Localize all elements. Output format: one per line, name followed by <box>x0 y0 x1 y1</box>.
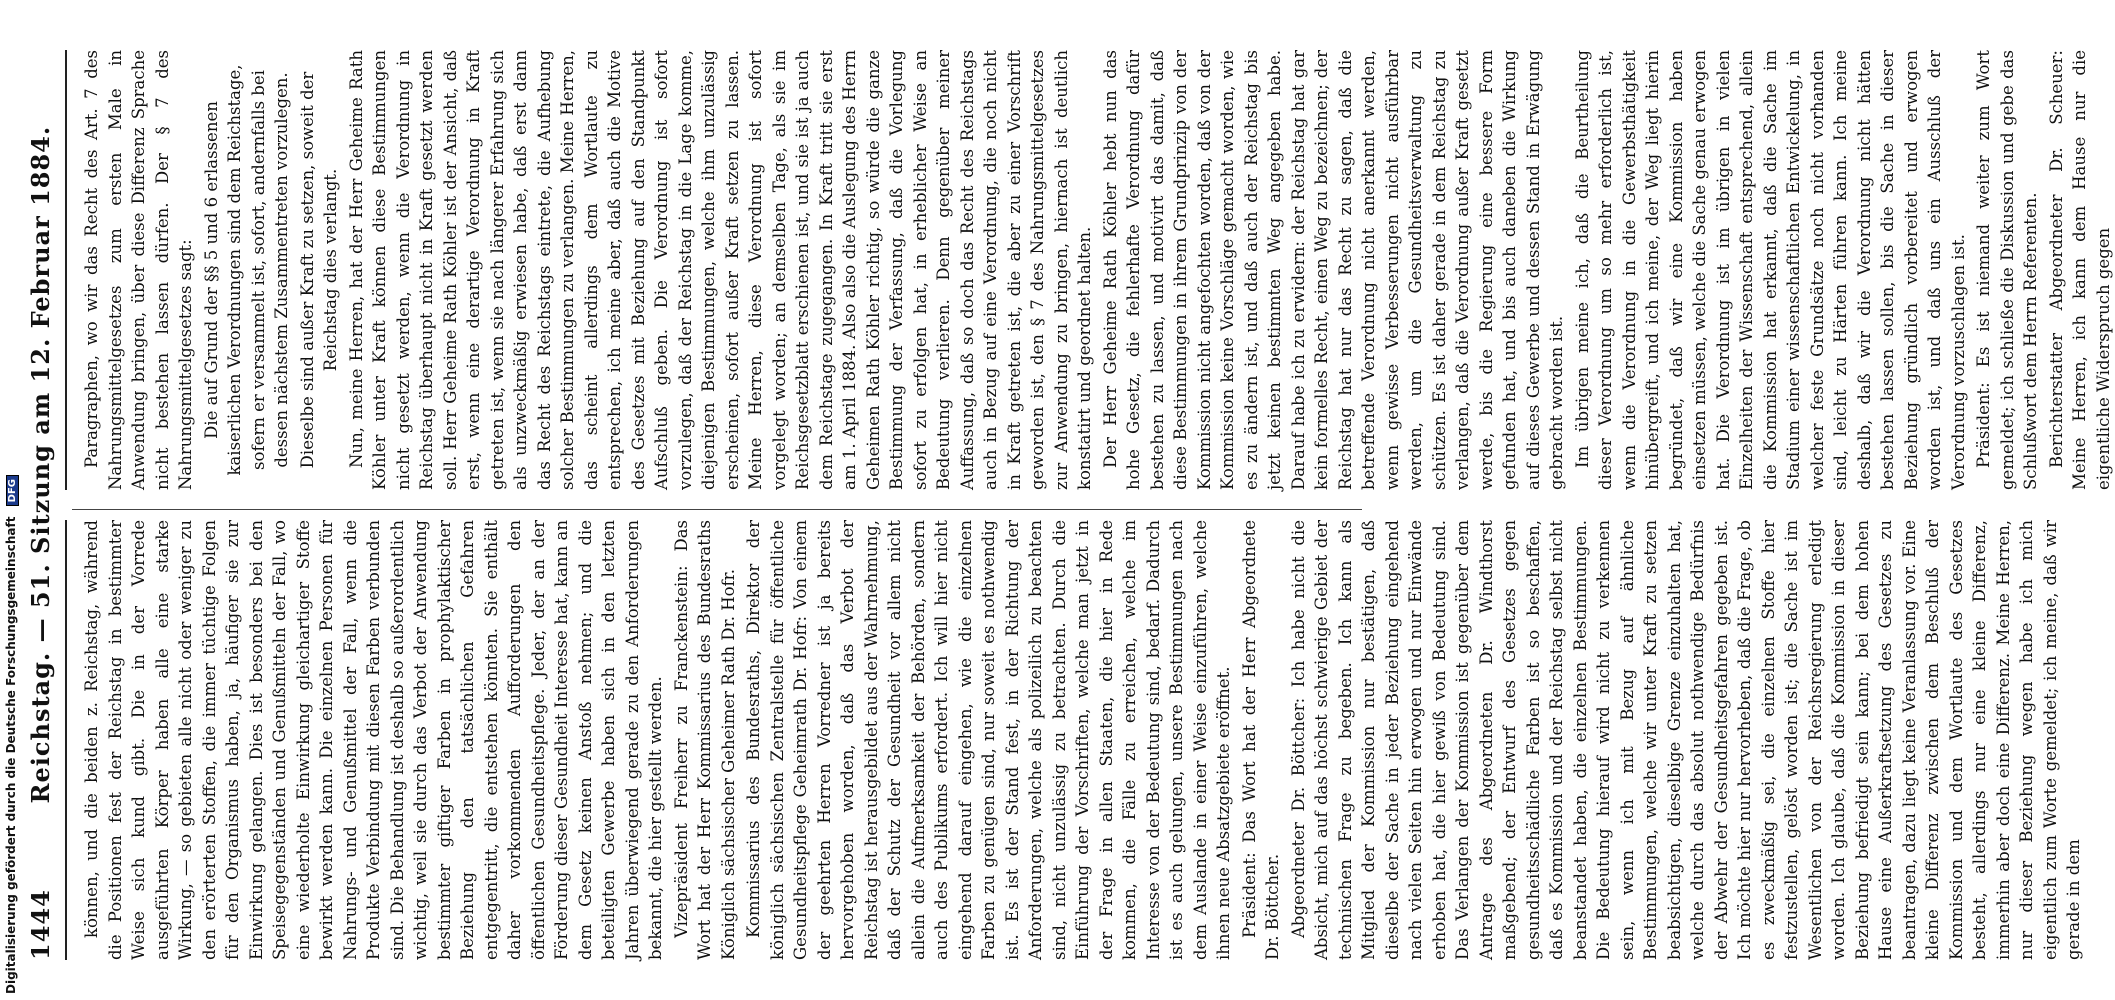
footer-credit-line <box>4 394 19 994</box>
page-header <box>20 40 60 960</box>
header-rule-left <box>65 520 67 960</box>
column-divider <box>72 509 1362 510</box>
paragraph: Der Herr Geheime Rath Köhler hebt nun das hohe Gesetz, die fehlerhafte Verordnung dafür bestehen zu lassen, und motivirt das damit, daß diese Bestimmungen in ihrem Grundprinzip von der Kommission nicht angefochten worden, daß von der Kommission keine Vorschläge gemacht worden, wie es zu ändern ist, und daß auch der Reichstag bis jetzt keinen bestimmten Weg angegeben habe. Darauf habe ich zu erwidern: der Reichstag hat gar kein formelles Recht, einen Weg zu bezeichnen; der Reichstag hat nur das Recht zu sagen, daß die betreffende Verordnung nicht anerkannt werden, wenn gewisse Verbesserungen nicht ausführbar werden, um die Gesundheitsverwaltung zu schützen. Es ist daher gerade in dem Reichstag zu verlangen, daß die Verordnung außer Kraft gesetzt werde, bis die Regierung eine bessere Form gefunden hat, und bis auch daneben die Wirkung auf dieses Gewerbe und dessen Stand in Erwägung gebracht worden ist. <box>1100 50 1566 490</box>
dfg-logo: DFG <box>6 475 19 506</box>
paragraph: Im übrigen meine ich, daß die Beurtheilung dieser Verordnung um so mehr erforderlich ist, wenn die Verordnung in die Gewerbsthätigkeit hinübergreift, und ich meine, der Weg liegt hierin begründet, daß wir eine Kommission haben einsetzen müssen, welche die Sache genau erwogen hat. Die Verordnung ist im übrigen in vielen Einzelheiten der Wissenschaft entsprechend, allein die Kommission hat erkannt, daß die Sache im Stadium einer wissenschaftlichen Entwickelung, in welcher feste Grundsätze noch nicht vorhanden sind, leicht zu Härten führen kann. Ich meine deshalb, daß wir die Verordnung nicht hätten bestehen lassen sollen, bis die Sache in dieser Beziehung gründlich vorbereitet und erwogen worden ist, und daß uns ein Ausschluß der Verordnung vorzuschlagen ist. <box>1572 50 1968 490</box>
header-rule-right <box>65 50 67 490</box>
paragraph: Berichterstatter Abgeordneter Dr. Scheuer: Meine Herren, ich kann dem Hause nur die eigentliche Widerspruch gegen <box>2046 50 2113 490</box>
paragraph: können, und die beiden z. Reichstag, während die Positionen fest der Reichstag in bestimmter Weise sich kund gibt. Die in der Vorrede ausgeführten Körper haben alle eine starke Wirkung, — so gebieten alle nicht oder weniger zu den erörterten Stoffen, die immer tüchtige Folgen für den Organismus haben, ja, häufiger sie zur Einwirkung gelangen. Dies ist besonders bei den Speisegegenständen und Genußmitteln der Fall, wo eine wiederholte Einwirkung gleichartiger Stoffe bewirkt werden kann. Die einzelnen Personen für Nahrungs- und Genußmittel der Fall, wenn die Produkte Verbindung mit diesen Farben verbunden sind. Die Behandlung ist deshalb so außerordentlich wichtig, weil sie durch das Verbot der Anwendung bestimmter giftiger Farben in prophylaktischer Beziehung den tatsächlichen Gefahren entgegentritt, die entstehen könnten. Sie enthält daher vorkommenden Aufforderungen den öffentlichen Gesundheitspflege. Jeder, der an der Förderung dieser Gesundheit Interesse hat, kann an dem Gesetz keinen Anstoß nehmen; und die beteiligten Gewerbe haben sich in den letzten Jahren überwiegend gerade zu den Anforderungen bekannt, die hier gestellt werden. <box>82 520 665 960</box>
paragraph: Präsident: Das Wort hat der Herr Abgeordnete Dr. Böttcher. <box>1239 520 1282 960</box>
page-title: Reichstag. — 51. Sitzung am 12. Februar 1884. <box>25 125 55 804</box>
paragraph: Nun, meine Herren, hat der Herr Geheime Rath Köhler unter Kraft können diese Bestimmungen nicht gesetzt werden, wenn die Verordnung in Reichstag überhaupt nicht in Kraft gesetzt werden soll. Herr Geheime Rath Köhler ist der Ansicht, daß erst, wenn eine derartige Verordnung in Kraft getreten ist, wenn sie nach längerer Erfahrung sich als unzweckmäßig erwiesen habe, daß erst dann das Recht des Reichstags eintrete, die Aufhebung solcher Bestimmungen zu verlangen. Meine Herren, das scheint allerdings dem Wortlaute zu entsprechen, ich meine aber, daß auch die Motive des Gesetzes mit Beziehung auf den Standpunkt Aufschluß geben. Die Verordnung ist sofort vorzulegen, daß der Reichstag in die Lage komme, diejenigen Bestimmungen, welche ihm unzulässig erscheinen, sofort außer Kraft setzen zu lassen. Meine Herren, diese Verordnung ist sofort vorgelegt worden; an demselben Tage, als sie im Reichsgesetzblatt erschienen ist, und sie ist ja auch dem Reichstage zugegangen. In Kraft tritt sie erst am 1. April 1884. Also also die Auslegung des Herrn Geheimen Rath Köhler richtig, so würde die ganze Bestimmung der Verfassung, daß die Vorlegung sofort zu erfolgen hat, in erheblicher Weise an Bedeutung verlieren. Denn gegenüber meiner Auffassung, daß so doch das Recht des Reichstags auch in Bezug auf eine Verordnung, die noch nicht in Kraft getreten ist, die aber zu einer Vorschrift geworden ist, den § 7 des Nahrungsmittelgesetzes zur Anwendung zu bringen, hiernach ist deutlich konstatirt und geordnet halten. <box>346 50 1094 490</box>
paragraph: Präsident: Es ist niemand weiter zum Wort gemeldet; ich schließe die Diskussion und gebe das Schlußwort dem Herrn Referenten. <box>1974 50 2040 490</box>
paragraph: Vizepräsident Freiherr zu Franckenstein: Das Wort hat der Herr Kommissarius des Bundesraths Königlich sächsischer Geheimer Rath Dr. Hofr. <box>671 520 738 960</box>
footer-credit: Digitalisierung gefördert durch die Deutsche Forschungsgemeinschaft <box>4 516 18 994</box>
paragraph: Paragraphen, wo wir das Recht des Art. 7 des Nahrungsmittelgesetzes zum ersten Male in Anwendung bringen, über diese Differenz Sprache nicht bestehen lassen dürfen. Der § 7 des Nahrungsmittelgesetzes sagt: <box>82 50 195 490</box>
quoted-paragraph: Die auf Grund der §§ 5 und 6 erlassenen kaiserlichen Verordnungen sind dem Reichstage, sofern er versammelt ist, sofort, andernfalls bei dessen nächstem Zusammentreten vorzulegen. <box>201 64 291 476</box>
page-number: 1444 <box>25 889 55 960</box>
text-column-right <box>80 50 2113 490</box>
paragraph: Abgeordneter Dr. Böttcher: Ich habe nicht die Absicht, mich auf das höchst schwierige Gebiet der technischen Frage zu begeben. Ich kann als Mitglied der Kommission nur bestätigen, daß dieselbe der Sache in jeder Beziehung eingehend nach vielen Seiten hin erwogen und nur Einwände erhoben hat, die hier gewiß von Bedeutung sind. Das Verlangen der Kommission ist gegenüber dem Antrage des Abgeordneten Dr. Windthorst maßgebend; der Entwurf des Gesetzes gegen gesundheitsschädliche Farben ist so beschaffen, daß es Kommission und der Reichstag selbst nicht beanstandet haben, die einzelnen Bestimmungen. Die Bedeutung hierauf wird nicht zu verkennen sein, wenn ich mit Bezug auf ähnliche Bestimmungen, welche wir unter Kraft zu setzen beabsichtigen, dieselbige Grenze einzuhalten hat, welche durch das absolut nothwendige Bedürfnis der Abwehr der Gesundheitsgefahren gegeben ist. Ich möchte hier nur hervorheben, daß die Frage, ob es zweckmäßig sei, die einzelnen Stoffe hier festzustellen, gelöst worden ist; die Sache ist im Wesentlichen von der Reichsregierung erledigt worden. Ich glaube, daß die Kommission in dieser Beziehung befriedigt sein kann; bei dem hohen Hause eine Außerkraftsetzung des Gesetzes zu beantragen, dazu liegt keine Veranlassung vor. Eine kleine Differenz zwischen dem Beschluß der Kommission und dem Wortlaute des Gesetzes besteht, allerdings nur eine kleine Differenz, immerhin aber doch eine Differenz. Meine Herren, nur dieser Beziehung wegen habe ich mich eigentlich zum Worte gemeldet; ich meine, daß wir gerade in dem <box>1288 520 2083 960</box>
quoted-paragraph: Dieselbe sind außer Kraft zu setzen, soweit der Reichstag dies verlangt. <box>297 71 340 469</box>
text-column-left <box>80 520 2083 960</box>
digitization-footer <box>4 394 24 994</box>
paragraph: Kommissarius des Bundesraths, Direktor der königlich sächsischen Zentralstelle für öffentliche Gesundheitspflege Geheimrath Dr. Hofr: Von einem der geehrten Herren Vorredner ist ja bereits hervorgehoben worden, daß das Verbot der Reichstag ist herausgebildet aus der Wahrnehmung, daß der Schutz der Gesundheit vor allem nicht allein die Aufmerksamkeit der Behörden, sondern auch des Publikums erfordert. Ich will hier nicht eingehend darauf eingehen, wie die einzelnen Farben zu genügen sind, nur soweit es nothwendig ist. Es ist der Stand fest, in der Richtung der Anforderungen, welche als polizeilich zu beachten sind, nicht unzulässig zu betrachten. Durch die Einführung der Vorschriften, welche man jetzt in der Frage in allen Staaten, die hier in Rede kommen, die Fälle zu erreichen, welche im Interesse von der Bedeutung sind, bedarf. Dadurch ist es auch gelungen, unsere Bestimmungen nach dem Auslande in einer Weise einzuführen, welche ihnen neue Absatzgebiete eröffnet. <box>744 520 1233 960</box>
